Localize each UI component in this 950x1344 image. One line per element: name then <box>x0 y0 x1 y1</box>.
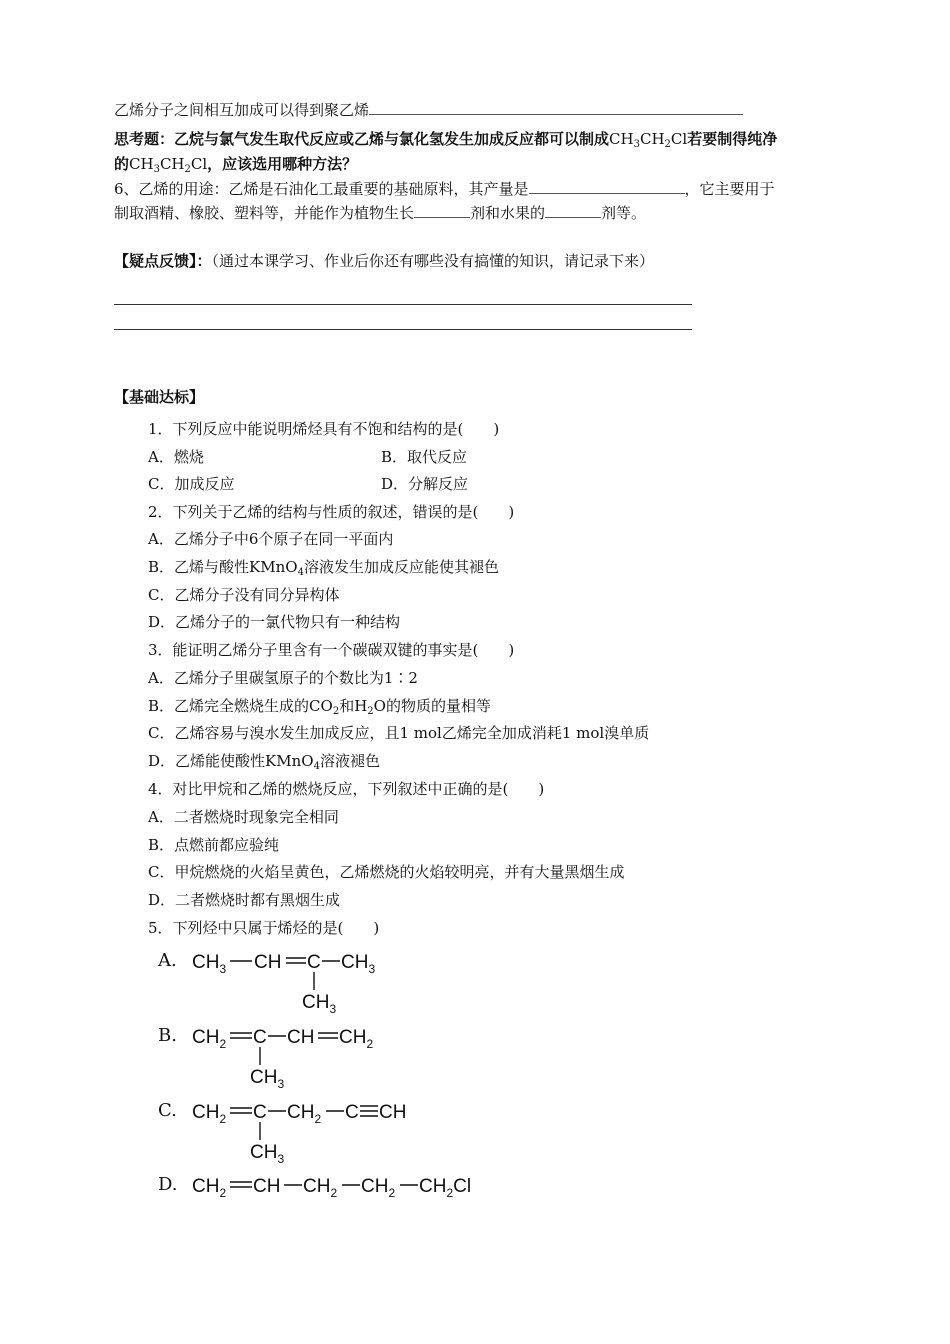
structure-a-diagram <box>150 946 450 1016</box>
svg-text:C: C <box>253 1102 267 1123</box>
think-label: 思考题： <box>114 130 175 148</box>
option-d[interactable]: D．乙烯能使酸性KMnO$_4$溶液褪色 <box>148 752 380 772</box>
svg-text:CH2: $CH_2$ <box>192 1176 227 1200</box>
structure-c-diagram <box>150 1096 450 1166</box>
feedback-answer-line[interactable] <box>114 304 692 305</box>
structure-d[interactable] <box>150 1170 490 1204</box>
option-b[interactable]: B．取代反应 <box>381 448 468 466</box>
option-c[interactable]: C．加成反应 <box>148 475 235 493</box>
feedback-section: 【疑点反馈】：（通过本课学习、作业后你还有哪些没有搞懂的知识，请记录下来） <box>114 252 655 270</box>
structure-b[interactable] <box>150 1021 450 1095</box>
think-question-line2: 的$CH_3CH_2Cl$，应该选用哪种方法？ <box>114 155 358 175</box>
question-stem: 1．下列反应中能说明烯烃具有不饱和结构的是( ) <box>148 420 500 438</box>
answer-blank[interactable] <box>545 203 601 218</box>
structure-c[interactable] <box>150 1096 450 1170</box>
svg-text:CH2: $CH_2$ <box>339 1027 374 1051</box>
svg-text:CH2: $CH_2$ <box>287 1102 322 1126</box>
option-a[interactable]: A．乙烯分子中6个原子在同一平面内 <box>148 530 394 548</box>
svg-text:CH2: $CH_2$ <box>192 1027 227 1051</box>
option-b[interactable]: B．乙烯与酸性KMnO$_4$溶液发生加成反应能使其褪色 <box>148 558 499 578</box>
option-c[interactable]: C．乙烯容易与溴水发生加成反应，且1 mol乙烯完全加成消耗1 mol溴单质 <box>148 724 650 742</box>
svg-text:B.: B. <box>158 1025 177 1046</box>
svg-text:CH2: $CH_2$ <box>303 1176 338 1200</box>
structure-b-diagram <box>150 1021 450 1091</box>
feedback-answer-line[interactable] <box>114 329 692 330</box>
option-a[interactable]: A．燃烧 <box>148 448 204 466</box>
feedback-label: 【疑点反馈】： <box>114 252 212 270</box>
option-d[interactable]: D．分解反应 <box>381 475 469 493</box>
section-title: 【基础达标】 <box>114 388 205 406</box>
svg-text:CH2: $CH_2$ <box>192 1102 227 1126</box>
question-stem: 3．能证明乙烯分子里含有一个碳碳双键的事实是( ) <box>148 641 515 659</box>
svg-text:C: C <box>307 952 321 973</box>
answer-blank[interactable] <box>529 179 685 194</box>
uses-line1: 6、乙烯的用途：乙烯是石油化工最重要的基础原料，其产量是 ，它主要用于 <box>114 180 775 198</box>
uses-line2: 制取酒精、橡胶、塑料等，并能作为植物生长 剂和水果的 剂等。 <box>114 204 647 222</box>
svg-text:CH3: $CH_3$ <box>250 1142 285 1166</box>
option-c[interactable]: C．甲烷燃烧的火焰呈黄色，乙烯燃烧的火焰较明亮，并有大量黑烟生成 <box>148 863 625 881</box>
svg-text:C: C <box>345 1102 359 1123</box>
chemical-formula: $CH_3CH_2Cl$ <box>609 130 688 150</box>
svg-text:D.: D. <box>158 1174 178 1195</box>
option-d[interactable]: D．二者燃烧时都有黑烟生成 <box>148 891 341 909</box>
structure-d-diagram <box>150 1170 490 1200</box>
think-question-line1: 思考题：乙烷与氯气发生取代反应或乙烯与氯化氢发生加成反应都可以制成$CH_3CH_2Cl$若要制得纯净 <box>114 130 778 150</box>
answer-blank[interactable] <box>414 203 470 218</box>
structure-a[interactable] <box>150 946 450 1020</box>
svg-text:CH3: $CH_3$ <box>192 952 227 976</box>
option-d[interactable]: D．乙烯分子的一氯代物只有一种结构 <box>148 613 401 631</box>
option-b[interactable]: B．点燃前都应验纯 <box>148 836 280 854</box>
option-c[interactable]: C．乙烯分子没有同分异构体 <box>148 586 340 604</box>
polyethylene-line: 乙烯分子之间相互加成可以得到聚乙烯 <box>114 100 743 120</box>
svg-text:CH: CH <box>379 1102 407 1123</box>
option-b[interactable]: B．乙烯完全燃烧生成的$CO_2$和$H_2O$的物质的量相等 <box>148 697 491 717</box>
svg-text:CH3: $CH_3$ <box>250 1067 285 1091</box>
svg-text:CH2Cl: $CH_2Cl$ <box>419 1176 472 1200</box>
chemical-formula: $CH_3CH_2Cl$ <box>129 155 208 175</box>
option-a[interactable]: A．乙烯分子里碳氢原子的个数比为1∶2 <box>148 669 418 687</box>
option-a[interactable]: A．二者燃烧时现象完全相同 <box>148 808 339 826</box>
svg-text:CH2: $CH_2$ <box>361 1176 396 1200</box>
answer-blank[interactable] <box>369 100 743 115</box>
question-stem: 2．下列关于乙烯的结构与性质的叙述，错误的是( ) <box>148 503 515 521</box>
svg-text:CH3: $CH_3$ <box>302 992 337 1016</box>
svg-text:CH: CH <box>253 1176 281 1197</box>
svg-text:C.: C. <box>158 1100 177 1121</box>
svg-text:CH3: $CH_3$ <box>341 952 376 976</box>
question-stem: 4．对比甲烷和乙烯的燃烧反应，下列叙述中正确的是( ) <box>148 780 545 798</box>
svg-text:CH: CH <box>254 952 282 973</box>
svg-text:C: C <box>253 1027 267 1048</box>
question-stem: 5．下列烃中只属于烯烃的是( ) <box>148 919 380 937</box>
svg-text:CH: CH <box>287 1027 315 1048</box>
svg-text:A.: A. <box>158 950 177 971</box>
